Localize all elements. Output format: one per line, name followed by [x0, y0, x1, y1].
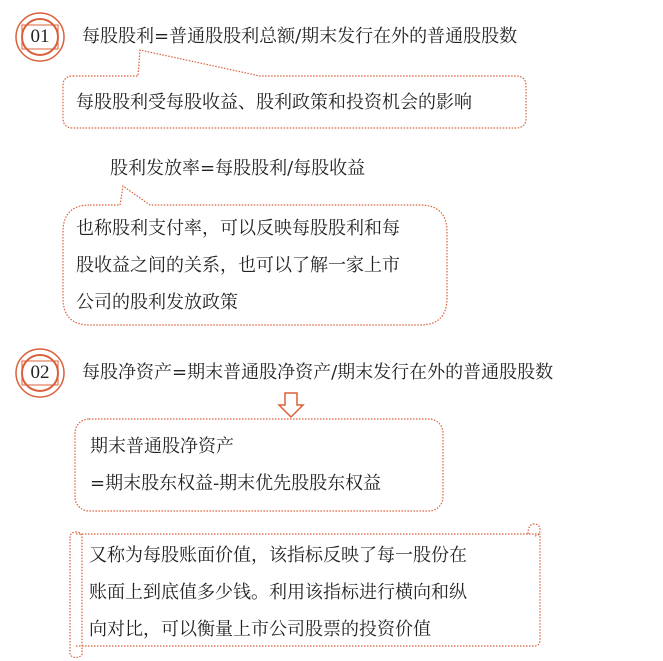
bvps-note-line-2: 账面上到底值多少钱。利用该指标进行横向和纵 — [89, 582, 467, 603]
dps-formula: 每股股利=普通股股利总额/期末发行在外的普通股股数 — [82, 26, 518, 47]
section-number-02: 02 — [30, 362, 50, 383]
section-number-01: 01 — [30, 26, 50, 47]
bvps-note-line-3: 向对比，可以衡量上市公司股票的投资价值 — [89, 619, 431, 640]
dps-note: 每股股利受每股收益、股利政策和投资机会的影响 — [76, 92, 472, 113]
bvps-detail-line-2: =期末股东权益-期末优先股股东权益 — [90, 473, 382, 494]
bvps-formula: 每股净资产=期末普通股净资产/期末发行在外的普通股股数 — [82, 362, 554, 383]
payout-note-line-1: 也称股利支付率，可以反映每股股利和每 — [76, 218, 400, 239]
payout-formula: 股利发放率=每股股利/每股收益 — [110, 158, 366, 179]
bvps-detail-line-1: 期末普通股净资产 — [90, 436, 234, 457]
payout-note-line-2: 股收益之间的关系，也可以了解一家上市 — [76, 255, 400, 276]
bvps-note-line-1: 又称为每股账面价值，该指标反映了每一股份在 — [89, 545, 467, 566]
arrow-down-icon — [279, 393, 303, 417]
payout-note-line-3: 公司的股利发放政策 — [76, 292, 238, 313]
